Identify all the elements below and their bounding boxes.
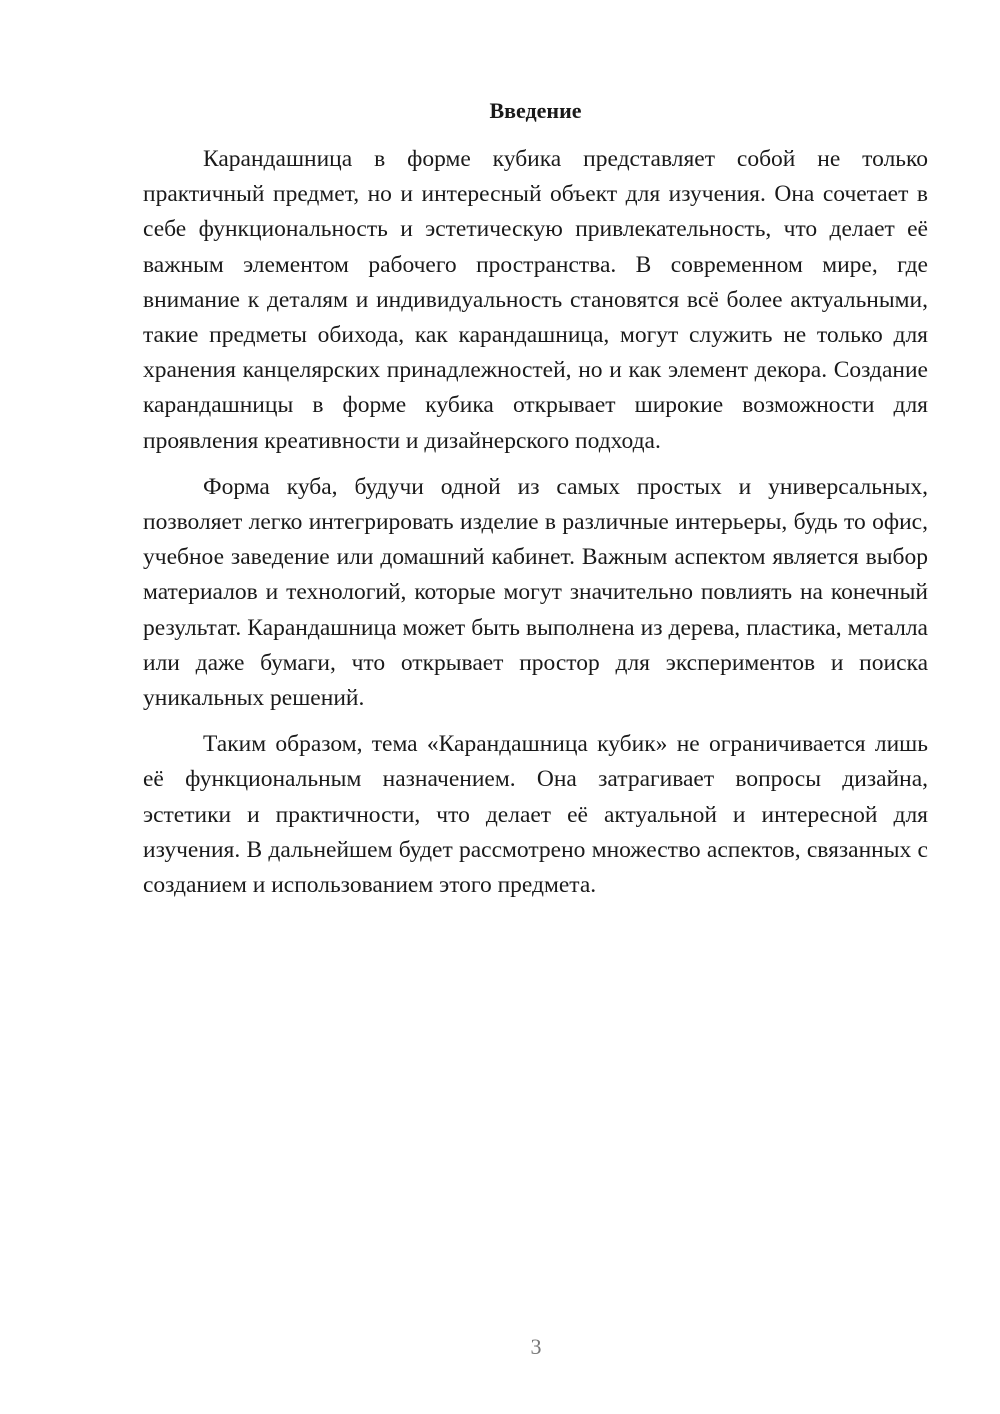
page-number: 3 [530, 1334, 542, 1359]
section-title: Введение [489, 98, 582, 123]
paragraph-3: Таким образом, тема «Карандашница кубик» не ограничивается лишь её функциональным назначением. Она затрагивает вопросы дизайна, эстетики и практичности, что делает её актуальной и интересной для изучения. В дальнейшем будет рассмотрено множество аспектов, связанных с созданием и использованием этого предмета. [143, 731, 928, 899]
paragraph-1: Карандашница в форме кубика представляет собой не только практичный предмет, но и интересный объект для изучения. Она сочетает в себе функциональность и эстетическую привлекательность, что делает её важным элементом рабочего пространства. В современном мире, где внимание к деталям и индивидуальность становятся всё более актуальными, такие предметы обихода, как карандашница, могут служить не только для хранения канцелярских принадлежностей, но и как элемент декора. Создание карандашницы в форме кубика открывает широкие возможности для проявления креативности и дизайнерского подхода. [143, 146, 928, 454]
paragraph-2: Форма куба, будучи одной из самых простых и универсальных, позволяет легко интегрировать изделие в различные интерьеры, будь то офис, учебное заведение или домашний кабинет. Важным аспектом является выбор материалов и технологий, которые могут значительно повлиять на конечный результат. Карандашница может быть выполнена из дерева, пластика, металла или даже бумаги, что открывает простор для экспериментов и поиска уникальных решений. [143, 473, 928, 712]
body-text [143, 142, 928, 914]
